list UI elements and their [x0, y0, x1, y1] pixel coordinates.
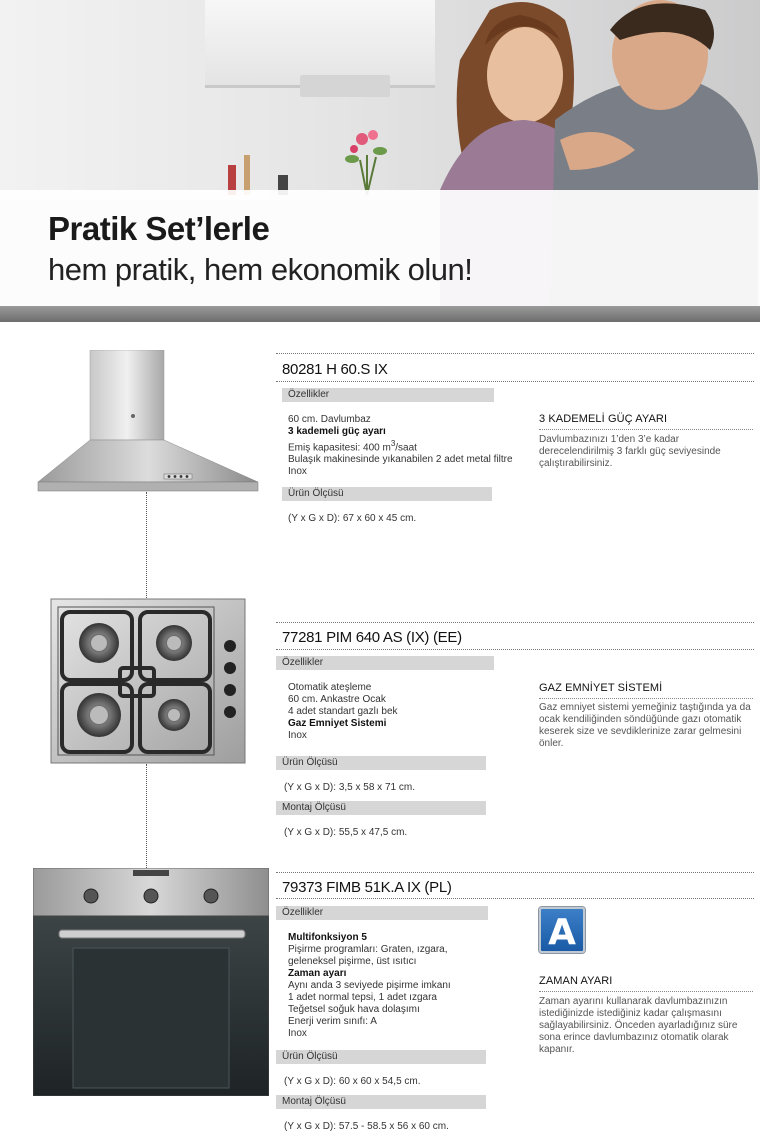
oven-image	[33, 868, 269, 1096]
spec-item: Inox	[288, 1028, 307, 1039]
divider	[276, 622, 754, 623]
dimension-label: Ürün Ölçüsü	[276, 756, 486, 770]
divider	[276, 872, 754, 873]
feature-divider	[539, 698, 753, 699]
divider	[276, 353, 754, 354]
cabinet-light	[300, 75, 390, 97]
connector-line	[146, 764, 147, 868]
mounting-value: (Y x G x D): 57.5 - 58.5 x 56 x 60 cm.	[284, 1121, 449, 1132]
spec-item: Zaman ayarı	[288, 968, 347, 979]
dimension-label: Ürün Ölçüsü	[276, 1050, 486, 1064]
bottles-decoration	[220, 150, 300, 195]
spec-item: Teğetsel soğuk hava dolaşımı	[288, 1004, 420, 1015]
flowers-decoration	[340, 125, 395, 195]
spec-item: Inox	[288, 730, 307, 741]
spec-item: Aynı anda 3 seviyede pişirme imkanı	[288, 980, 451, 991]
feature-divider	[539, 429, 753, 430]
feature-text: Gaz emniyet sistemi yemeğiniz taştığında ya da ocak kendiliğinden söndüğünde gazı otomatik keserek size ve sevdiklerinize zarar gelmesini önler.	[539, 702, 751, 749]
product-model: 79373 FIMB 51K.A IX (PL)	[282, 879, 452, 896]
dimension-value: (Y x G x D): 67 x 60 x 45 cm.	[288, 513, 417, 524]
mounting-label: Montaj Ölçüsü	[276, 801, 486, 815]
specs-list	[288, 414, 528, 478]
spec-item: Emiş kapasitesi: 400 $m^3$/saat	[288, 439, 417, 454]
divider	[276, 649, 754, 650]
connector-line	[146, 492, 147, 598]
specs-label: Özellikler	[276, 656, 494, 670]
dimension-value: (Y x G x D): 60 x 60 x 54,5 cm.	[284, 1076, 421, 1087]
spec-item: Gaz Emniyet Sistemi	[288, 718, 387, 729]
title-band	[0, 190, 760, 306]
spec-item: 4 adet standart gazlı bek	[288, 706, 398, 717]
spec-item: Pişirme programları: Graten, ızgara,	[288, 944, 448, 955]
feature-title: GAZ EMNİYET SİSTEMİ	[539, 682, 663, 694]
specs-label: Özellikler	[276, 906, 488, 920]
spec-item: 1 adet normal tepsi, 1 adet ızgara	[288, 992, 437, 1003]
hob-image	[50, 598, 246, 764]
kitchen-counter	[0, 306, 760, 322]
spec-item: 3 kademeli güç ayarı	[288, 426, 386, 437]
feature-text: Davlumbazınızı 1’den 3’e kadar derecelendirilmiş 3 farklı güç seviyesinde çalıştırabilirsiniz.	[539, 434, 721, 469]
product-model: 77281 PIM 640 AS (IX) (EE)	[282, 629, 462, 646]
dimension-value: (Y x G x D): 3,5 x 58 x 71 cm.	[284, 782, 415, 793]
feature-title: ZAMAN AYARI	[539, 975, 613, 987]
feature-text: Zaman ayarını kullanarak davlumbazınızın istediğinizde istediğiniz kadar çalışmasını sağlayabilirsiniz. Önceden ayarladığınız süre sona erince davlumbazınız otomatik olarak kapanır.	[539, 996, 738, 1055]
feature-divider	[539, 991, 753, 992]
spec-item: Multifonksiyon 5	[288, 932, 367, 943]
dimension-label: Ürün Ölçüsü	[282, 487, 492, 501]
spec-item: Inox	[288, 466, 307, 478]
hood-image	[36, 350, 260, 496]
specs-list	[288, 682, 528, 742]
spec-item: geleneksel pişirme, üst ısıtıcı	[288, 956, 417, 967]
spec-item: Enerji verim sınıfı: A	[288, 1016, 377, 1027]
specs-label: Özellikler	[282, 388, 494, 402]
spec-item: 60 cm. Ankastre Ocak	[288, 694, 386, 705]
divider	[276, 381, 754, 382]
spec-item: Bulaşık makinesinde yıkanabilen 2 adet metal filtre	[288, 454, 513, 466]
product-model: 80281 H 60.S IX	[282, 361, 388, 378]
page-subtitle: hem pratik, hem ekonomik olun!	[48, 252, 473, 287]
page-title: Pratik Set’lerle	[48, 210, 270, 247]
divider	[276, 898, 754, 899]
hero-banner	[0, 0, 760, 322]
spec-item: Otomatik ateşleme	[288, 682, 372, 693]
spec-item: 60 cm. Davlumbaz	[288, 414, 371, 425]
specs-list	[288, 932, 528, 1040]
mounting-label: Montaj Ölçüsü	[276, 1095, 486, 1109]
feature-title: 3 KADEMELİ GÜÇ AYARI	[539, 413, 668, 425]
mounting-value: (Y x G x D): 55,5 x 47,5 cm.	[284, 827, 408, 838]
energy-class-icon: A	[539, 907, 585, 953]
